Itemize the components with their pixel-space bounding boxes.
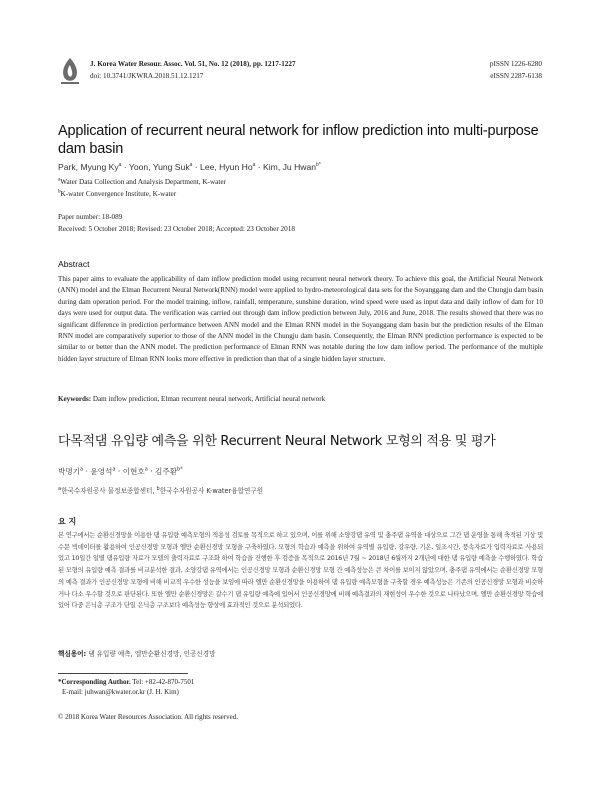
author-separator: · bbox=[147, 467, 156, 476]
footnote-divider bbox=[58, 673, 188, 674]
korean-author-list bbox=[58, 466, 183, 477]
keywords-text: Dam inflow prediction, Elman recurrent neural network, Artificial neural network bbox=[91, 395, 326, 403]
author-list bbox=[58, 162, 321, 172]
affiliation-sup: b bbox=[156, 485, 160, 492]
eissn: eISSN 2287-6138 bbox=[490, 72, 542, 80]
journal-logo-icon bbox=[58, 56, 82, 86]
author-sup: a bbox=[252, 162, 256, 169]
affiliation-sup: a bbox=[58, 177, 61, 183]
issn-block bbox=[490, 58, 542, 82]
keywords bbox=[58, 395, 543, 403]
keywords-label: Keywords: bbox=[58, 395, 92, 403]
author-separator: · bbox=[255, 162, 264, 172]
journal-header bbox=[90, 58, 296, 82]
korean-affiliations bbox=[58, 485, 263, 495]
author-name: Park, Myung Ky bbox=[58, 162, 119, 172]
author-sup: b* bbox=[177, 466, 183, 473]
author-separator: · bbox=[115, 467, 123, 476]
pissn: pISSN 1226-6280 bbox=[489, 60, 542, 68]
paper-number: Paper number: 18-089 bbox=[58, 213, 123, 221]
affiliation bbox=[58, 190, 176, 198]
author-sup: a bbox=[112, 466, 116, 473]
copyright-notice: © 2018 Korea Water Resources Association. All rights reserved. bbox=[58, 713, 238, 721]
author-sup: a bbox=[189, 162, 193, 169]
author-separator: · bbox=[192, 162, 201, 172]
author-name: 윤영석 bbox=[90, 467, 113, 476]
korean-keywords-label: 핵심용어: bbox=[58, 650, 87, 658]
affiliation-sup: a bbox=[58, 485, 62, 492]
korean-keywords-text: 댐 유입량 예측, 엘만순환신경망, 인공신경망 bbox=[86, 650, 216, 658]
author-separator: · bbox=[83, 467, 91, 476]
author-name: 박명기 bbox=[58, 467, 81, 476]
corresponding-tel: Tel: +82-42-870-7501 bbox=[130, 678, 195, 686]
abstract-body: This paper aims to evaluate the applicability of dam inflow prediction model using recurrent neural network theory. To achieve this goal, the Artificial Neural Network (ANN) model and the Elman Recurrent Neural Network(RNN) model were applied to hydro-meteorological data sets for the Soyanggang dam and the Chungju dam basin during dam operation period. For the model training, inflow, rainfall, temperature, sunshine duration, wind speed were used as input data and daily inflow of dam for 10 days were used for output data. The verification was carried out through dam inflow prediction between July, 2016 and June, 2018. The results showed that there was no significant difference in prediction performance between ANN model and the Elman RNN model in the Soyanggang dam basin but the prediction results of the Elman RNN model are comparatively superior to those of the ANN model in the Chungju dam basin. Consequently, the Elman RNN prediction performance is expected to be similar to or better than the ANN model. The prediction performance of Elman RNN was notable during the low dam inflow period. The performance of the multiple hidden layer structure of Elman RNN looks more effective in prediction than that of a single hidden layer structure. bbox=[58, 275, 543, 363]
author-sup: a bbox=[80, 466, 84, 473]
author-name: 김주환 bbox=[155, 467, 178, 476]
korean-keywords bbox=[58, 648, 215, 658]
paper-title: Application of recurrent neural network for inflow prediction into multi-purpose dam basin bbox=[58, 123, 539, 157]
author-separator: · bbox=[121, 162, 129, 172]
korean-title: 다목적댐 유입량 예측을 위한 Recurrent Neural Network 모형의 적용 및 평가 bbox=[58, 434, 496, 449]
korean-abstract-heading: 요 지 bbox=[58, 517, 77, 526]
corresponding-label: *Corresponding Author. bbox=[58, 678, 131, 686]
affiliation-text: K-water Convergence Institute, K-water bbox=[60, 190, 177, 198]
author-name: Kim, Ju Hwan bbox=[263, 162, 317, 172]
affiliation-text: 한국수자원공사 K-water융합연구원 bbox=[159, 487, 264, 495]
affiliation-text: Water Data Collection and Analysis Department, K-water bbox=[60, 178, 226, 186]
abstract-heading: Abstract bbox=[58, 259, 90, 269]
affiliation bbox=[58, 178, 226, 186]
affiliation-text: 한국수자원공사 물정보종합센터, bbox=[61, 487, 157, 495]
journal-citation: J. Korea Water Resour. Assoc. Vol. 51, No. 12 (2018), pp. 1217-1227 bbox=[90, 60, 296, 68]
doi-link[interactable]: doi: 10.3741/JKWRA.2018.51.12.1217 bbox=[90, 72, 204, 80]
affiliation-sup: b bbox=[58, 189, 61, 195]
author-name: Lee, Hyun Ho bbox=[200, 162, 253, 172]
korean-abstract-body: 본 연구에서는 순환신경망을 이용한 댐 유입량 예측모형의 적용성 검토를 목적으로 하고 있으며, 이를 위해 소양강댐 유역 및 충주댐 유역을 대상으로 그간 댐 운영을 통해 축적된 기상 및 수문 빅데이터를 활용하여 인공신경망 모형과 엘만 순환신경망 모형을 구축하였다. 모형의 학습과 예측을 위하여 유역별 유입량, 강우량, 기온, 일조시간, 풍속자료가 입력자료로 사용되었고 10일간 일별 댐유입량 자료가 모델의 출력자료로 구조화 하여 학습을 진행한 후 검증을 목적으로 2016년 7월 ~ 2018년 6월까지 2개년에 대한 댐 유입량 예측을 수행하였다. 학습된 모형의 유입량 예측 결과를 비교분석한 결과, 소양강댐 유역에서는 인공신경망 모형과 순환신경망 모형 간 예측성능은 큰 차이를 보이지 않았으며, 충주댐 유역에서는 순환신경망 모형의 예측 결과가 인공신경망 모형에 비해 비교적 우수한 성능을 보임에 따라 엘만 순환신경망을 이용하여 댐 유입량 예측모형을 구축할 경우 예측성능은 기존의 인공신경망 모형과 비슷하거나 다소 우수할 것으로 판단된다. 또한 엘만 순환신경망은 갈수기 댐 유입량 예측에 있어서 인공신경망에 비해 예측결과의 재현성이 우수한 것으로 나타났으며, 엘만 순환신경망 학습에 있어 다중 은닉층 구조가 단일 은닉층 구조보다 예측성능 향상에 효과적인 것으로 분석되었다. bbox=[58, 532, 543, 610]
author-sup: a bbox=[118, 162, 122, 169]
author-sup: a bbox=[144, 466, 148, 473]
paper-meta bbox=[58, 211, 295, 235]
corresponding-author bbox=[58, 677, 194, 697]
author-sup: b* bbox=[316, 162, 321, 169]
paper-dates: Received: 5 October 2018; Revised: 23 October 2018; Accepted: 23 October 2018 bbox=[58, 225, 295, 233]
author-name: 이현호 bbox=[122, 467, 145, 476]
author-name: Yoon, Yung Suk bbox=[128, 162, 190, 172]
corresponding-email[interactable]: E-mail: juhwan@kwater.or.kr (J. H. Kim) bbox=[62, 688, 179, 696]
